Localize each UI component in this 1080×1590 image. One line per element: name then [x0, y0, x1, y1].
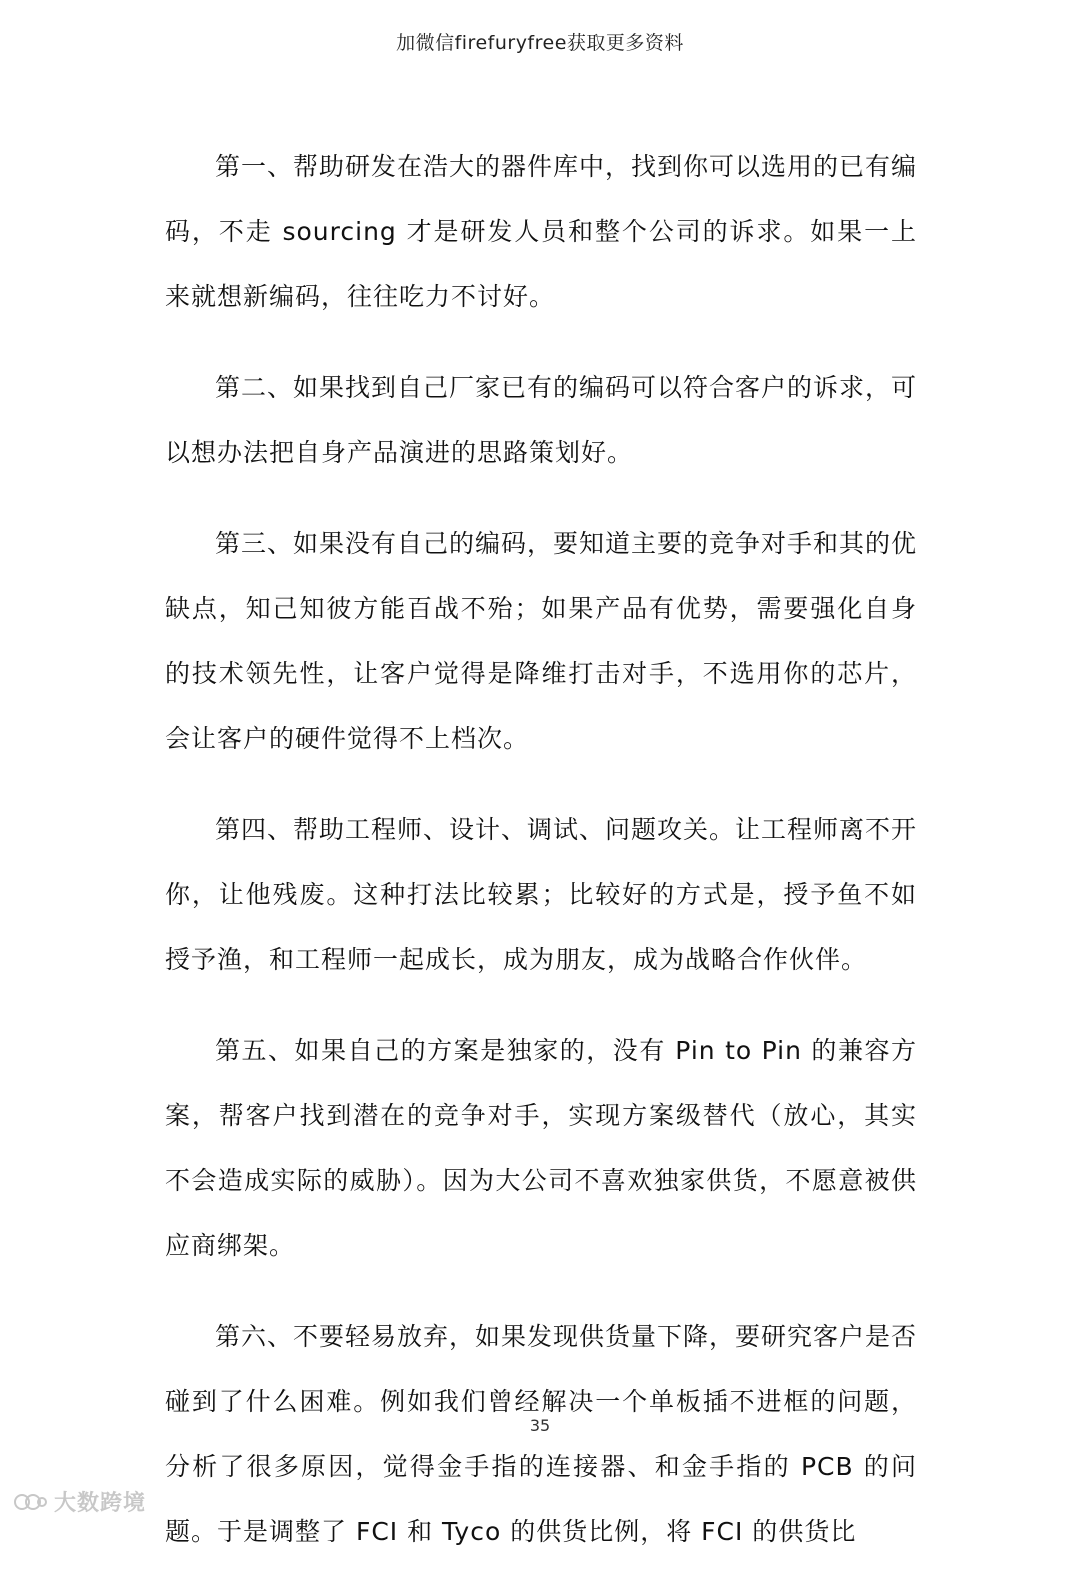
page-header: 加微信firefuryfree获取更多资料	[396, 32, 684, 54]
paragraph-2: 第二、如果找到自己厂家已有的编码可以符合客户的诉求，可以想办法把自身产品演进的思路策划好。	[165, 373, 918, 467]
document-body	[165, 134, 917, 1590]
paragraph-6: 第六、不要轻易放弃，如果发现供货量下降，要研究客户是否碰到了什么困难。例如我们曾经解决一个单板插不进框的问题，分析了很多原因，觉得金手指的连接器、和金手指的 PCB 的问题。于是调整了 FCI 和 Tyco 的供货比例，将 FCI 的供货比	[165, 1322, 918, 1546]
paragraph-5: 第五、如果自己的方案是独家的，没有 Pin to Pin 的兼容方案，帮客户找到潜在的竞争对手，实现方案级替代（放心，其实不会造成实际的威胁）。因为大公司不喜欢独家供货，不愿意被供应商绑架。	[165, 1036, 917, 1260]
paragraph-1: 第一、帮助研发在浩大的器件库中，找到你可以选用的已有编码，不走 sourcing 才是研发人员和整个公司的诉求。如果一上来就想新编码，往往吃力不讨好。	[165, 152, 918, 311]
paragraph-4: 第四、帮助工程师、设计、调试、问题攻关。让工程师离不开你，让他残废。这种打法比较累；比较好的方式是，授予鱼不如授予渔，和工程师一起成长，成为朋友，成为战略合作伙伴。	[165, 815, 918, 974]
page-number: 35	[529, 1416, 551, 1435]
watermark-logo-icon	[14, 1491, 48, 1513]
watermark-text: 大数跨境	[54, 1491, 147, 1516]
paragraph-3: 第三、如果没有自己的编码，要知道主要的竞争对手和其的优缺点，知己知彼方能百战不殆；如果产品有优势，需要强化自身的技术领先性，让客户觉得是降维打击对手，不选用你的芯片，会让客户的硬件觉得不上档次。	[165, 529, 918, 753]
watermark	[14, 1486, 146, 1517]
